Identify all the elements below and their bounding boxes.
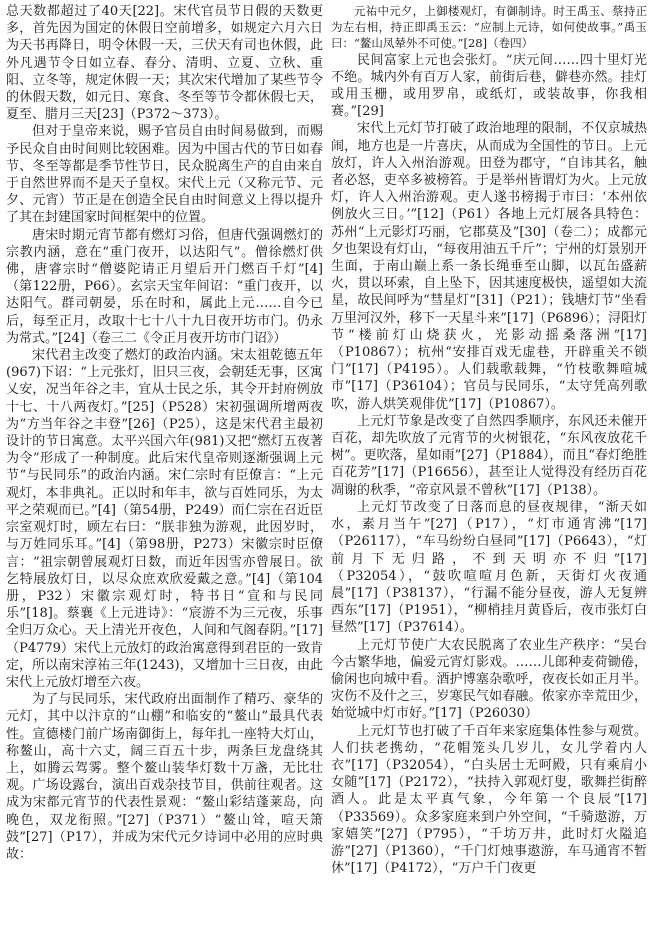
paragraph: 宋代君主改变了燃灯的政治内涵。宋太祖乾德五年(967)下诏：“上元张灯，旧只三夜，会朝廷无事，区寓乂安，况当年谷之丰，宜从士民之乐，其令开封府例放十七、十八两夜灯。”[25]（P528）宋初强调所增两夜为“方当年谷之丰登”[26]（P25），这是宋代君主最初设计的节日寓意。太平兴国六年(981)又把“燃灯五夜著为令”形成了一种制度。此后宋代皇帝则逐渐强调上元节“与民同乐”的政治内涵。宋仁宗时有臣僚言：“上元观灯，本非典礼。正以时和年丰，欲与百姓同乐，为太平之荣观而已。”[4]（第54册，P249）而仁宗在召近臣宗室观灯时，顾左右曰：“朕非独为游观，此因岁时，与万姓同乐耳。”[4]（第98册，P273）宋徽宗时臣僚言：“祖宗朝曾展观灯日数，而近年因雪亦曾展日。欲乞特展放灯日，以尽众庶欢欣爱戴之意。”[4]（第104册，P32）宋徽宗观灯时，特书日“宣和与民同乐”[18]。蔡襄《上元进诗》：“宸游不为三元夜，乐事全归万众心。天上清光开夜色，人间和气阁春阴。”[17]（P4779）宋代上元放灯的政治寓意得到君臣的一致肯定，所以南宋淳祐三年(1243)，又增加十三日夜，由此宋代上元放灯增至六夜。 (6, 348, 323, 690)
paragraph: 上元灯节使广大农民脱离了农业生产秩序：“吴台今古繁华地，偏爱元宵灯影戏。……儿郎种麦荷锄倦，偷闲也向城中看。酒护博塞杂歌呼，夜夜长如正月半。灾伤不及什之三，岁寒民气如春融。侬家亦幸荒田少，始觉城中灯市好。”[17]（P26030） (331, 637, 647, 722)
paragraph: 宋代上元灯节打破了政治地理的限制，不仅京城热闹，地方也是一片喜庆，从而成为全国性的节日。上元放灯，许人入州治游观。田登为郡守，“自讳其名，触者必怒，吏卒多被榜笞。于是举州皆谓灯为火。上元放灯，许人入州治游观。吏人遂书榜揭于市曰：‘本州依例放火三日。’”[12]（P61）各地上元灯展各具特色：苏州“上元影灯巧丽，它郡莫及”[30]（卷二）；成都元夕也架设有灯山，“每夜用油五千斤”；宁州的灯景别开生面，于南山巅上系一条长绳垂至山脚，以瓦缶盛薪火，贯以环索，自上坠下，因其速度极快，遥望如大流星，故民间呼为“彗星灯”[31]（P21）；钱塘灯节“坐看万里河汉外，移下一天星斗来”[17]（P6896）；浔阳灯节“楼前灯山烧获火，光影动摇桑落洲”[17]（P10867）；杭州“安排百戏无虚巷，开辟重关不锁门”[17]（P4195）。人们载歌载舞，“竹枝歌舞喧城市”[17]（P36104）；官员与民同乐，“太守凭高列歌吹，游人烘笑观俳优”[17]（P10867）。 (331, 121, 647, 412)
paragraph: 上元灯节改变了日落而息的昼夜规律，“渐天如水，素月当午”[27]（P17），“灯市通宵沸”[17]（P26117），“车马纷纷白昼同”[17]（P6643），“灯前月下无归路，不到天明亦不归”[17]（P32054），“鼓吹喧喧月色新，天街灯火夜通晨”[17]（P38137），“行漏不能分昼夜，游人无复辨西东”[17]（P1951），“柳梢挂月黄昏后，夜市张灯白昼然”[17]（P37614）。 (331, 499, 647, 636)
paragraph: 但对于皇帝来说，赐予官员自由时间易做到，而赐予民众自由时间则比较困难。因为中国古代的节日如春节、冬至等都是季节性节日，民众脱离生产的自由来自于自然世界而不是天子皇权。宋代上元（又称元节、元夕、元宵）节正是在创造全民自由时间意义上得以提升了其在封建国家时间框架中的位置。 (6, 124, 323, 226)
paragraph: 唐宋时期元宵节都有燃灯习俗，但唐代强调燃灯的宗教内涵，意在“重门夜开，以达阳气”。僧徐燃灯供佛，唐睿宗时“僧婆陀请正月望后开门燃百千灯”[4]（第122册，P66）。玄宗天宝年间诏：“重门夜开，以达阳气。群司朝晏，乐在时和，属此上元……自今已后，每至正月，改取十七十八十九日夜开坊市门。仍永为常式。”[24]（卷三二《令正月夜开坊市门诏》） (6, 227, 323, 346)
left-column (6, 3, 323, 937)
paragraph: 为了与民同乐，宋代政府出面制作了精巧、豪华的元灯，其中以汴京的“山棚”和临安的“鳌山”最具代表性。宣德楼门前广场南御街上，每年扎一座特大灯山，称鳌山，高十六丈，阔三百五十步，两条巨龙盘绕其上，如腾云驾雾。整个鳌山装华灯数十万盏，无比壮观。广场设露台，演出百戏杂技节目，供前往观者。这成为宋都元宵节的代表性景观：“鳌山彩结蓬莱岛，向晚色，双龙衔照。”[27]（P371）“鳌山耸，喧天箫鼓”[27]（P17），并成为宋代元夕诗词中必用的应时典故： (6, 692, 323, 862)
block-quote (331, 3, 647, 52)
paragraph: 民间富家上元也会张灯。“庆元间……四十里灯光不绝。城内外有百万人家，前街后巷，僻巷亦然。挂灯或用玉栅，或用罗帛，或纸灯，或装故事，你我相赛。”[29] (331, 52, 647, 120)
paragraph: 上元灯节象是改变了自然四季顺序，东风还未催开百花，却先吹放了元宵节的火树银花，“东风夜放花千树”。更吹落，星如雨”[27]（P1884），而且“春灯绝胜百花芳”[17]（P16656），甚至让人觉得没有经历百花凋谢的秋季，“帝京风景不曾秋”[17]（P138）。 (331, 413, 647, 498)
paragraph: 总天数都超过了40天[22]。宋代官员节日假的天数更多，首先因为国定的休假日空前增多，如规定六月六日为天书再降日，明令休假一天，三伏天有司也休假，此外凡遇节令日如立春、春分、清明、立夏、立秋、重阳、立冬等，规定休假一天；其次宋代增加了某些节令的休假天数，如元日、寒食、冬至等节令都休假七天，夏至、腊月三天[23]（P372～373）。 (6, 4, 323, 123)
quoted-passage: 元祐中元夕，上御楼观灯，有御制诗。时王禹玉、蔡持正为左右相，持正即禹玉云：“应制上元诗，如何使故事。”禹玉曰：“鳌山凤辇外不可使。”[28]（卷四） (331, 4, 647, 51)
right-column (331, 3, 647, 937)
paragraph: 上元灯节也打破了千百年来家庭集体性参与观赏。人们扶老携幼，“花帽笼头几岁儿，女儿学着内人衣”[17]（P32054），“白头居士无呵殿，只有乘肩小女随”[17]（P2172），“扶持入郭观灯叟，歌舞拦街醉酒人。此是太平真气象，今年第一个良辰”[17]（P33569）。众多家庭来到户外空间，“千骑遨游，万家嬉笑”[27]（P795），“千坊万井，此时灯火隘追游”[27]（P1360），“千门灯烛事遨游，车马通宵不暂休”[17]（P4172），“万户千门夜更 (331, 723, 647, 877)
